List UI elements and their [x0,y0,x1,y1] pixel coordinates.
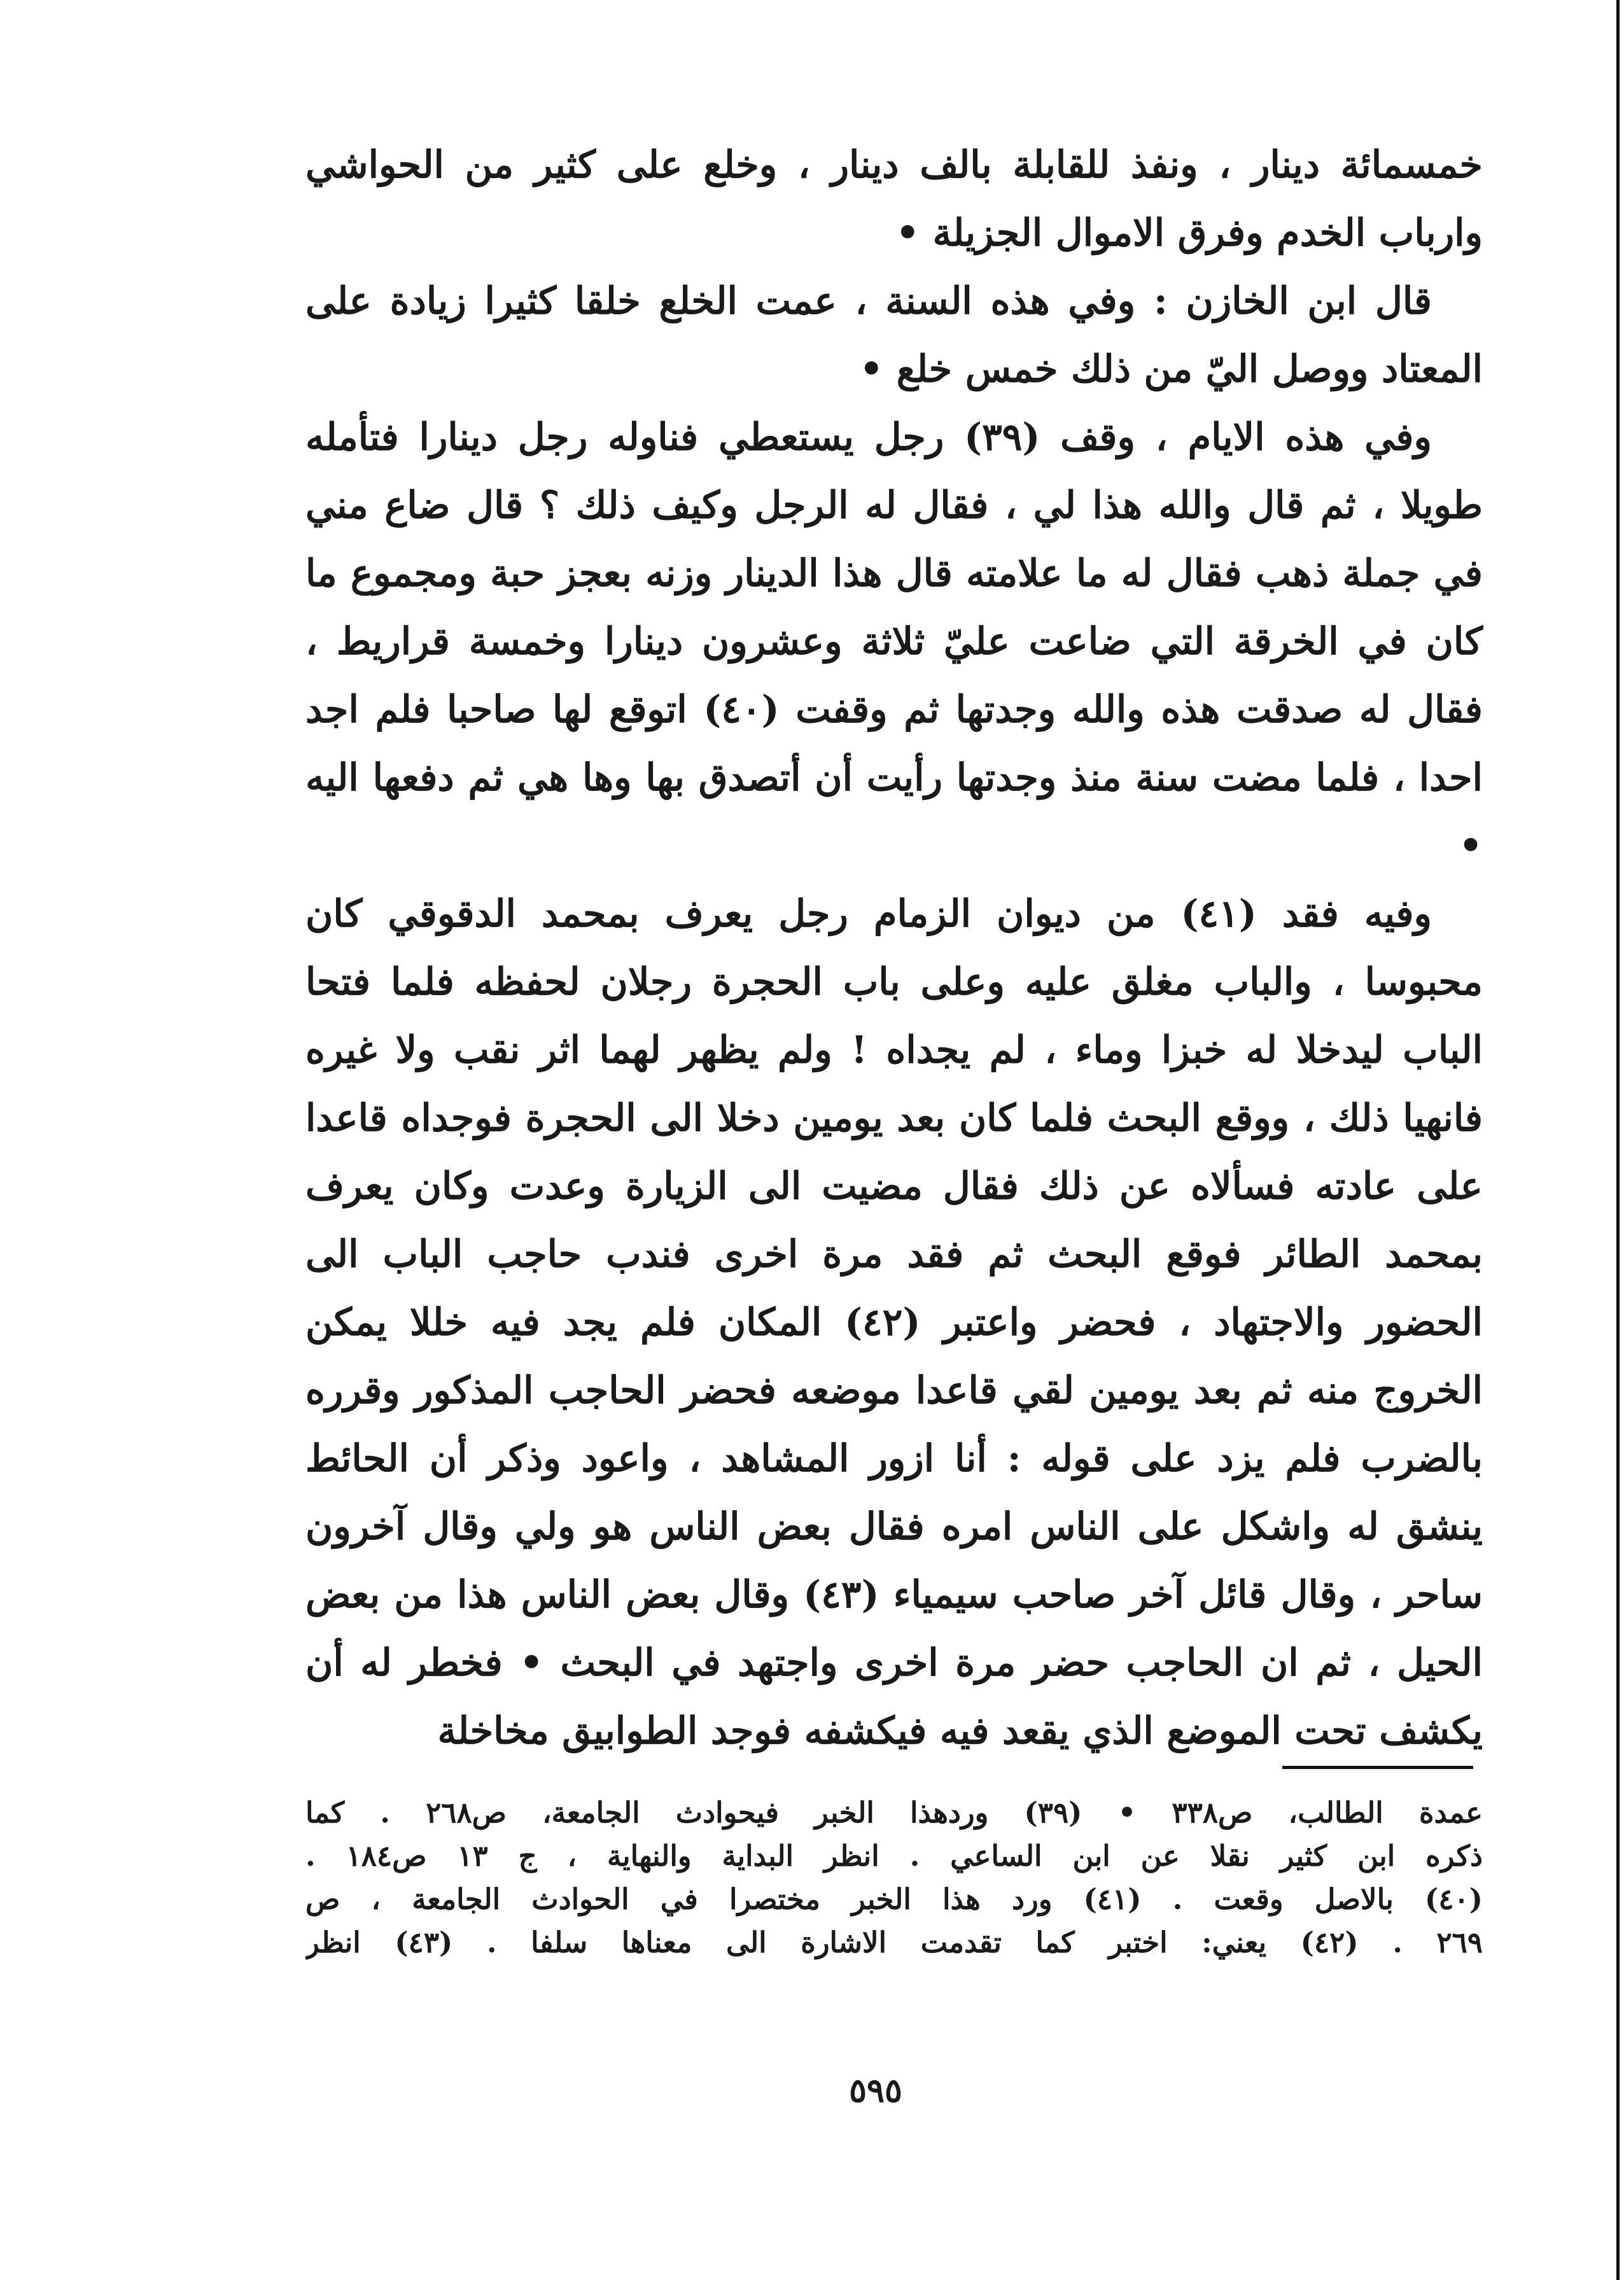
footnote-line-4: ٢٦٩ . (٤٢) يعني: اختبر كما تقدمت الاشارة الى معناها سلفا . (٤٣) انظر [305,1926,1483,1959]
footnote-divider [1282,1766,1473,1769]
main-text [305,130,1483,1765]
footnote-line-1: عمدة الطالب، ص٣٣٨ • (٣٩) وردهذا الخبر فيحوادث الجامعة، ص٢٦٨ . كما [305,1796,1483,1829]
paragraph-4: وفيه فقد (٤١) من ديوان الزمام رجل يعرف بمحمد الدقوقي كان محبوسا ، والباب مغلق عليه وعلى باب الحجرة رجلان لحفظه فلما فتحا الباب ليدخلا له خبزا وماء ، لم يجداه ! ولم يظهر لهما اثر نقب ولا غيره فانهيا ذلك ، ووقع البحث فلما كان بعد يومين دخلا الى الحجرة فوجداه قاعدا على عادته فسألاه عن ذلك فقال مضيت الى الزيارة وعدت وكان يعرف بمحمد الطائر فوقع البحث ثم فقد مرة اخرى فندب حاجب الباب الى الحضور والاجتهاد ، فحضر واعتبر (٤٢) المكان فلم يجد فيه خللا يمكن الخروج منه ثم بعد يومين لقي قاعدا موضعه فحضر الحاجب المذكور وقرره بالضرب فلم يزد على قوله : أنا ازور المشاهد ، واعود وذكر أن الحائط ينشق له واشكل على الناس امره فقال بعض الناس هو ولي وقال آخرون ساحر ، وقال قائل آخر صاحب سيمياء (٤٣) وقال بعض الناس هذا من بعض الحيل ، ثم ان الحاجب حضر مرة اخرى واجتهد في البحث • فخطر له أن يكشف تحت الموضع الذي يقعد فيه فيكشفه فوجد الطوابيق مخاخلة [305,892,1483,1752]
footnotes [305,1791,1483,1964]
footnote-line-2: ذكره ابن كثير نقلا عن ابن الساعي . انظر البداية والنهاية ، ج ١٣ ص١٨٤ . [305,1839,1483,1873]
paragraph-2: قال ابن الخازن : وفي هذه السنة ، عمت الخلع خلقا كثيرا زيادة على المعتاد ووصل اليّ من ذلك خمس خلع • [305,279,1483,391]
paragraph-3: وفي هذه الايام ، وقف (٣٩) رجل يستعطي فناوله رجل دينارا فتأمله طويلا ، ثم قال والله هذا لي ، فقال له الرجل وكيف ذلك ؟ قال ضاع مني في جملة ذهب فقال له ما علامته قال هذا الدينار وزنه بعجز حبة ومجموع ما كان في الخرقة التي ضاعت عليّ ثلاثة وعشرون دينارا وخمسة قراريط ، فقال له صدقت هذه والله وجدتها ثم وقفت (٤٠) اتوقع لها صاحبا فلم اجد احدا ، فلما مضت سنة منذ وجدتها رأيت أن أتصدق بها وها هي ثم دفعها اليه • [305,415,1483,867]
footnote-line-3: (٤٠) بالاصل وقعت . (٤١) ورد هذا الخبر مختصرا في الحوادث الجامعة ، ص [305,1882,1483,1916]
page-edge-border [1616,0,1620,2280]
page-number: ٥٩٥ [849,2071,902,2110]
paragraph-1: خمسمائة دينار ، ونفذ للقابلة بالف دينار ، وخلع على كثير من الحواشي وارباب الخدم وفرق الاموال الجزيلة • [305,143,1483,255]
